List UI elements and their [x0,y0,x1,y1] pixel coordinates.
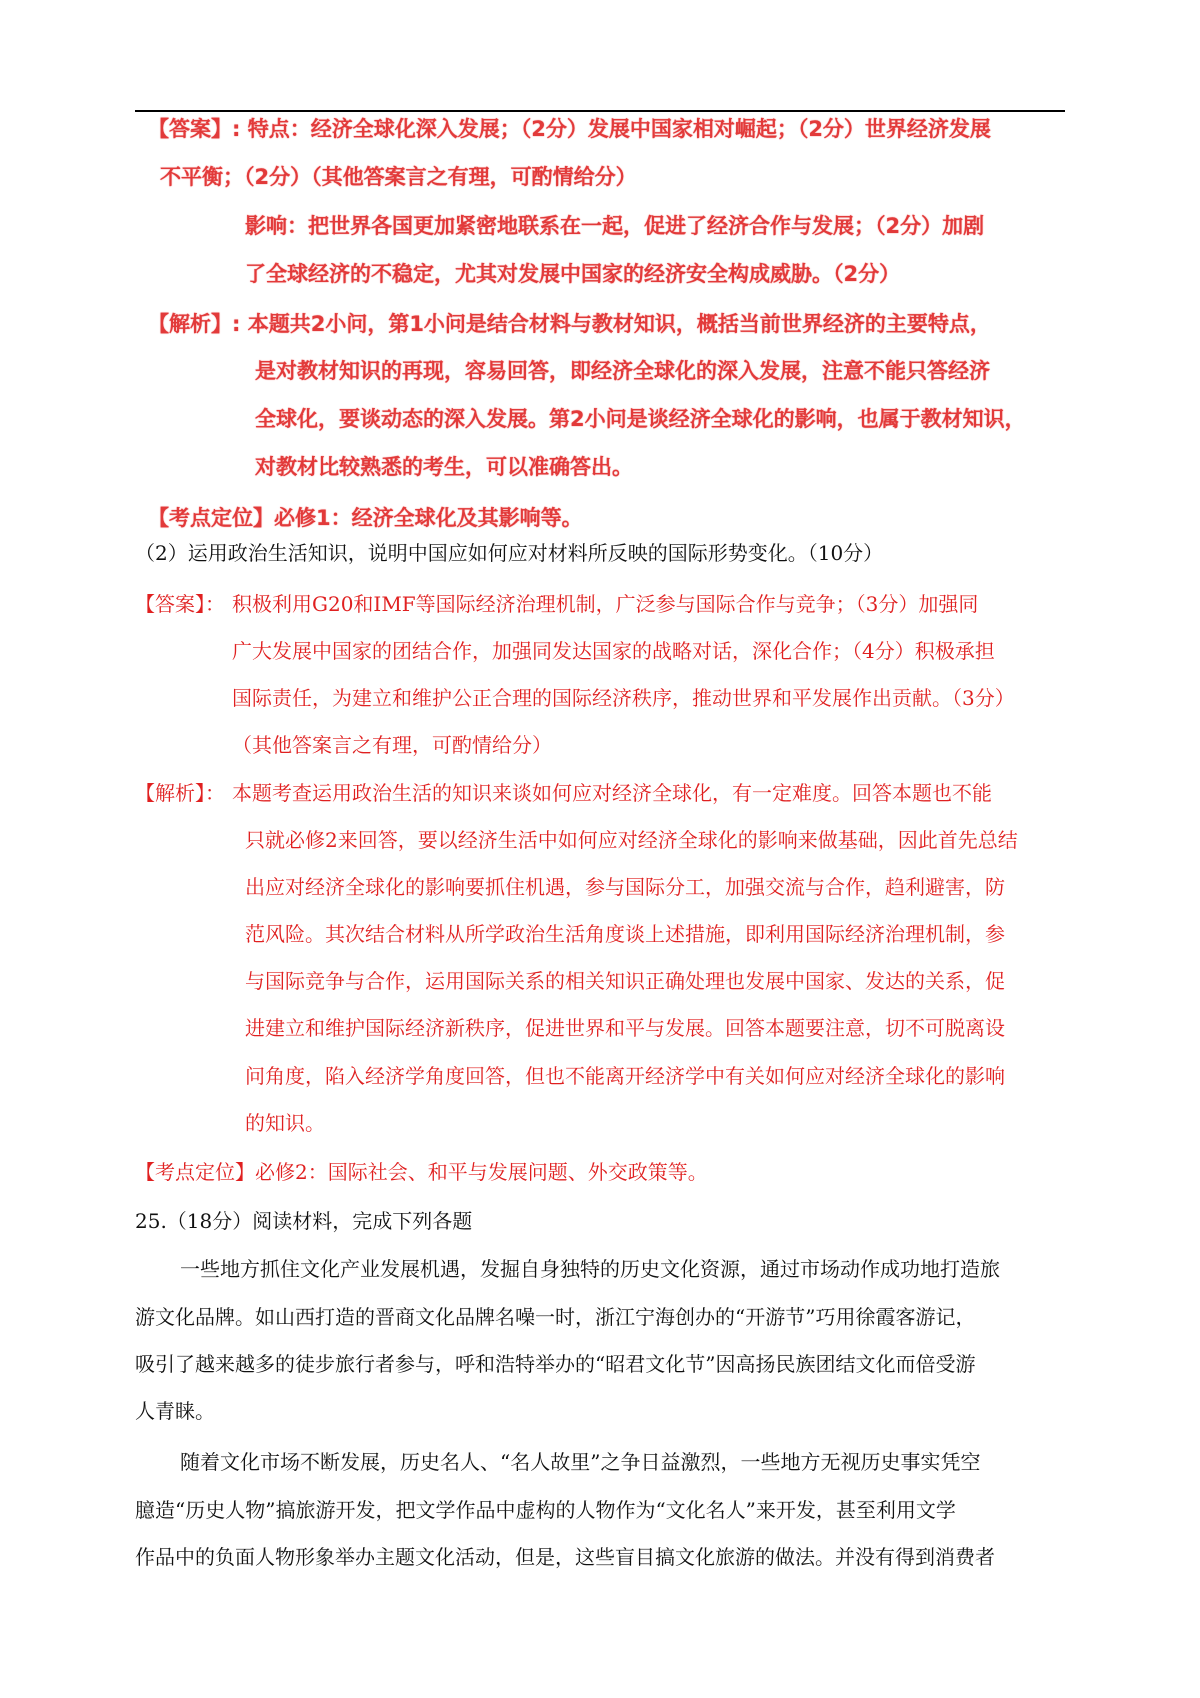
kaodian2: 【考点定位】必修2：国际社会、和平与发展问题、外交政策等。 [135,1160,708,1184]
q25-para1-line-1: 一些地方抓住文化产业发展机遇，发掘自身独特的历史文化资源，通过市场动作成功地打造旅 [180,1257,1000,1281]
analysis2-line-6: 进建立和维护国际经济新秩序，促进世界和平与发展。回答本题要注意，切不可脱离设 [245,1016,1005,1040]
q25-para1-line-4: 人青睐。 [135,1399,215,1423]
analysis2-line-5: 与国际竞争与合作，运用国际关系的相关知识正确处理也发展中国家、发达的关系，促 [245,969,1005,993]
analysis2-tag: 【解析】： [135,781,225,805]
analysis2-line-3: 出应对经济全球化的影响要抓住机遇，参与国际分工，加强交流与合作，趋利避害，防 [245,875,1005,899]
scan-analysis-line-1: 【解析】: 本题共2小问，第1小问是结合材料与教材知识，概括当前世界经济的主要特点， [148,312,991,336]
scan-kaodian: 【考点定位】必修1：经济全球化及其影响等。 [148,506,583,530]
scan-answer-line-4: 了全球经济的不稳定，尤其对发展中国家的经济安全构成威胁。（2分） [245,262,901,286]
q25-para1-line-3: 吸引了越来越多的徒步旅行者参与，呼和浩特举办的“昭君文化节”因高扬民族团结文化而倍受游 [135,1352,976,1376]
scan-analysis-line-4: 对教材比较熟悉的考生，可以准确答出。 [255,455,633,479]
q25-para2-line-1: 随着文化市场不断发展，历史名人、“名人故里”之争日益激烈，一些地方无视历史事实凭空 [180,1450,981,1474]
scan-analysis-line-3: 全球化，要谈动态的深入发展。第2小问是谈经济全球化的影响，也属于教材知识， [255,407,1026,431]
analysis2-line-2: 只就必修2来回答，要以经济生活中如何应对经济全球化的影响来做基础，因此首先总结 [245,828,1018,852]
question-25-title: 25.（18分）阅读材料，完成下列各题 [135,1209,473,1233]
q25-para2-line-3: 作品中的负面人物形象举办主题文化活动，但是，这些盲目搞文化旅游的做法。并没有得到消费者 [135,1545,995,1569]
scan-answer-line-1: 【答案】: 特点：经济全球化深入发展；（2分）发展中国家相对崛起；（2分）世界经济发展 [148,117,991,141]
answer2-line-3: 国际责任，为建立和维护公正合理的国际经济秩序，推动世界和平发展作出贡献。（3分） [232,686,1015,710]
scan-answer-line-2: 不平衡；（2分）（其他答案言之有理，可酌情给分） [160,165,637,189]
answer2-line-2: 广大发展中国家的团结合作，加强同发达国家的战略对话，深化合作；（4分）积极承担 [232,639,995,663]
answer2-line-1: 积极利用G20和IMF等国际经济治理机制，广泛参与国际合作与竞争；（3分）加强同 [232,592,979,616]
analysis2-line-8: 的知识。 [245,1111,325,1135]
answer2-tag: 【答案】： [135,592,225,616]
q25-para1-line-2: 游文化品牌。如山西打造的晋商文化品牌名噪一时，浙江宁海创办的“开游节”巧用徐霞客游记， [135,1305,976,1329]
analysis2-line-1: 本题考查运用政治生活的知识来谈如何应对经济全球化，有一定难度。回答本题也不能 [232,781,992,805]
question-2: （2）运用政治生活知识，说明中国应如何应对材料所反映的国际形势变化。（10分） [135,541,884,565]
q25-para2-line-2: 臆造“历史人物”搞旅游开发，把文学作品中虚构的人物作为“文化名人”来开发，甚至利用文学 [135,1498,956,1522]
analysis2-line-7: 问角度，陷入经济学角度回答，但也不能离开经济学中有关如何应对经济全球化的影响 [245,1064,1005,1088]
scan-analysis-line-2: 是对教材知识的再现，容易回答，即经济全球化的深入发展，注意不能只答经济 [255,359,990,383]
header-rule [135,110,1065,112]
analysis2-line-4: 范风险。其次结合材料从所学政治生活角度谈上述措施，即利用国际经济治理机制，参 [245,922,1005,946]
scan-answer-line-3: 影响：把世界各国更加紧密地联系在一起，促进了经济合作与发展；（2分）加剧 [245,214,985,238]
answer2-line-4: （其他答案言之有理，可酌情给分） [232,733,552,757]
